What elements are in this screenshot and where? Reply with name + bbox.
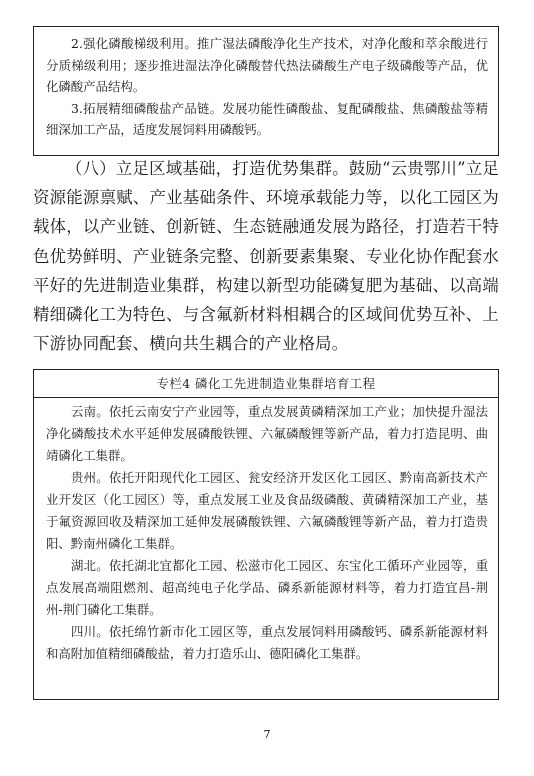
paragraph-sichuan: 四川。依托绵竹新市化工园区等，重点发展饲料用磷酸钙、磷系新能源材料和高附加值精细磷酸盐，着力打造乐山、德阳磷化工集群。 bbox=[46, 624, 488, 661]
column-box-title: 专栏4 磷化工先进制造业集群培育工程 bbox=[34, 370, 498, 398]
column-box-body bbox=[34, 398, 498, 665]
top-text-box bbox=[33, 26, 499, 156]
paragraph-phosphoric-acid: 2.强化磷酸梯级利用。推广湿法磷酸净化生产技术，对净化酸和萃余酸进行分质梯级利用；逐步推进湿法净化磷酸替代热法磷酸生产电子级磷酸等产品，优化磷酸产品结构。 bbox=[46, 36, 488, 94]
main-paragraph: （八）立足区域基础，打造优势集群。鼓励“云贵鄂川”立足资源能源禀赋、产业基础条件、环境承载能力等，以化工园区为载体，以产业链、创新链、生态链融通发展为路径，打造若干特色优势鲜明、产业链条完整、创新要素集聚、专业化协作配套水平好的先进制造业集群，构建以新型功能磷复肥为基础、以高端精细磷化工为特色、与含氟新材料相耦合的区域间优势互补、上下游协同配套、横向共生耦合的产业格局。 bbox=[33, 159, 499, 354]
column-box bbox=[33, 369, 499, 700]
paragraph-guizhou: 贵州。依托开阳现代化工园区、瓮安经济开发区化工园区、黔南高新技术产业开发区（化工园区）等，重点发展工业及食品级磷酸、黄磷精深加工产业，基于氟资源回收及精深加工延伸发展磷酸铁锂、六氟磷酸锂等新产品，着力打造贵阳、黔南州磷化工集群。 bbox=[46, 470, 488, 551]
paragraph-yunnan: 云南。依托云南安宁产业园等，重点发展黄磷精深加工产业；加快提升湿法净化磷酸技术水平延伸发展磷酸铁锂、六氟磷酸锂等新产品，着力打造昆明、曲靖磷化工集群。 bbox=[46, 404, 488, 463]
page-number: 7 bbox=[263, 728, 271, 741]
paragraph-hubei: 湖北。依托湖北宜都化工园、松滋市化工园区、东宝化工循环产业园等，重点发展高端阻燃剂、超高纯电子化学品、磷系新能源材料等，着力打造宜昌-荆州-荆门磷化工集群。 bbox=[46, 558, 488, 617]
paragraph-phosphate-chain: 3.拓展精细磷酸盐产品链。发展功能性磷酸盐、复配磷酸盐、焦磷酸盐等精细深加工产品，适度发展饲料用磷酸钙。 bbox=[46, 100, 488, 137]
